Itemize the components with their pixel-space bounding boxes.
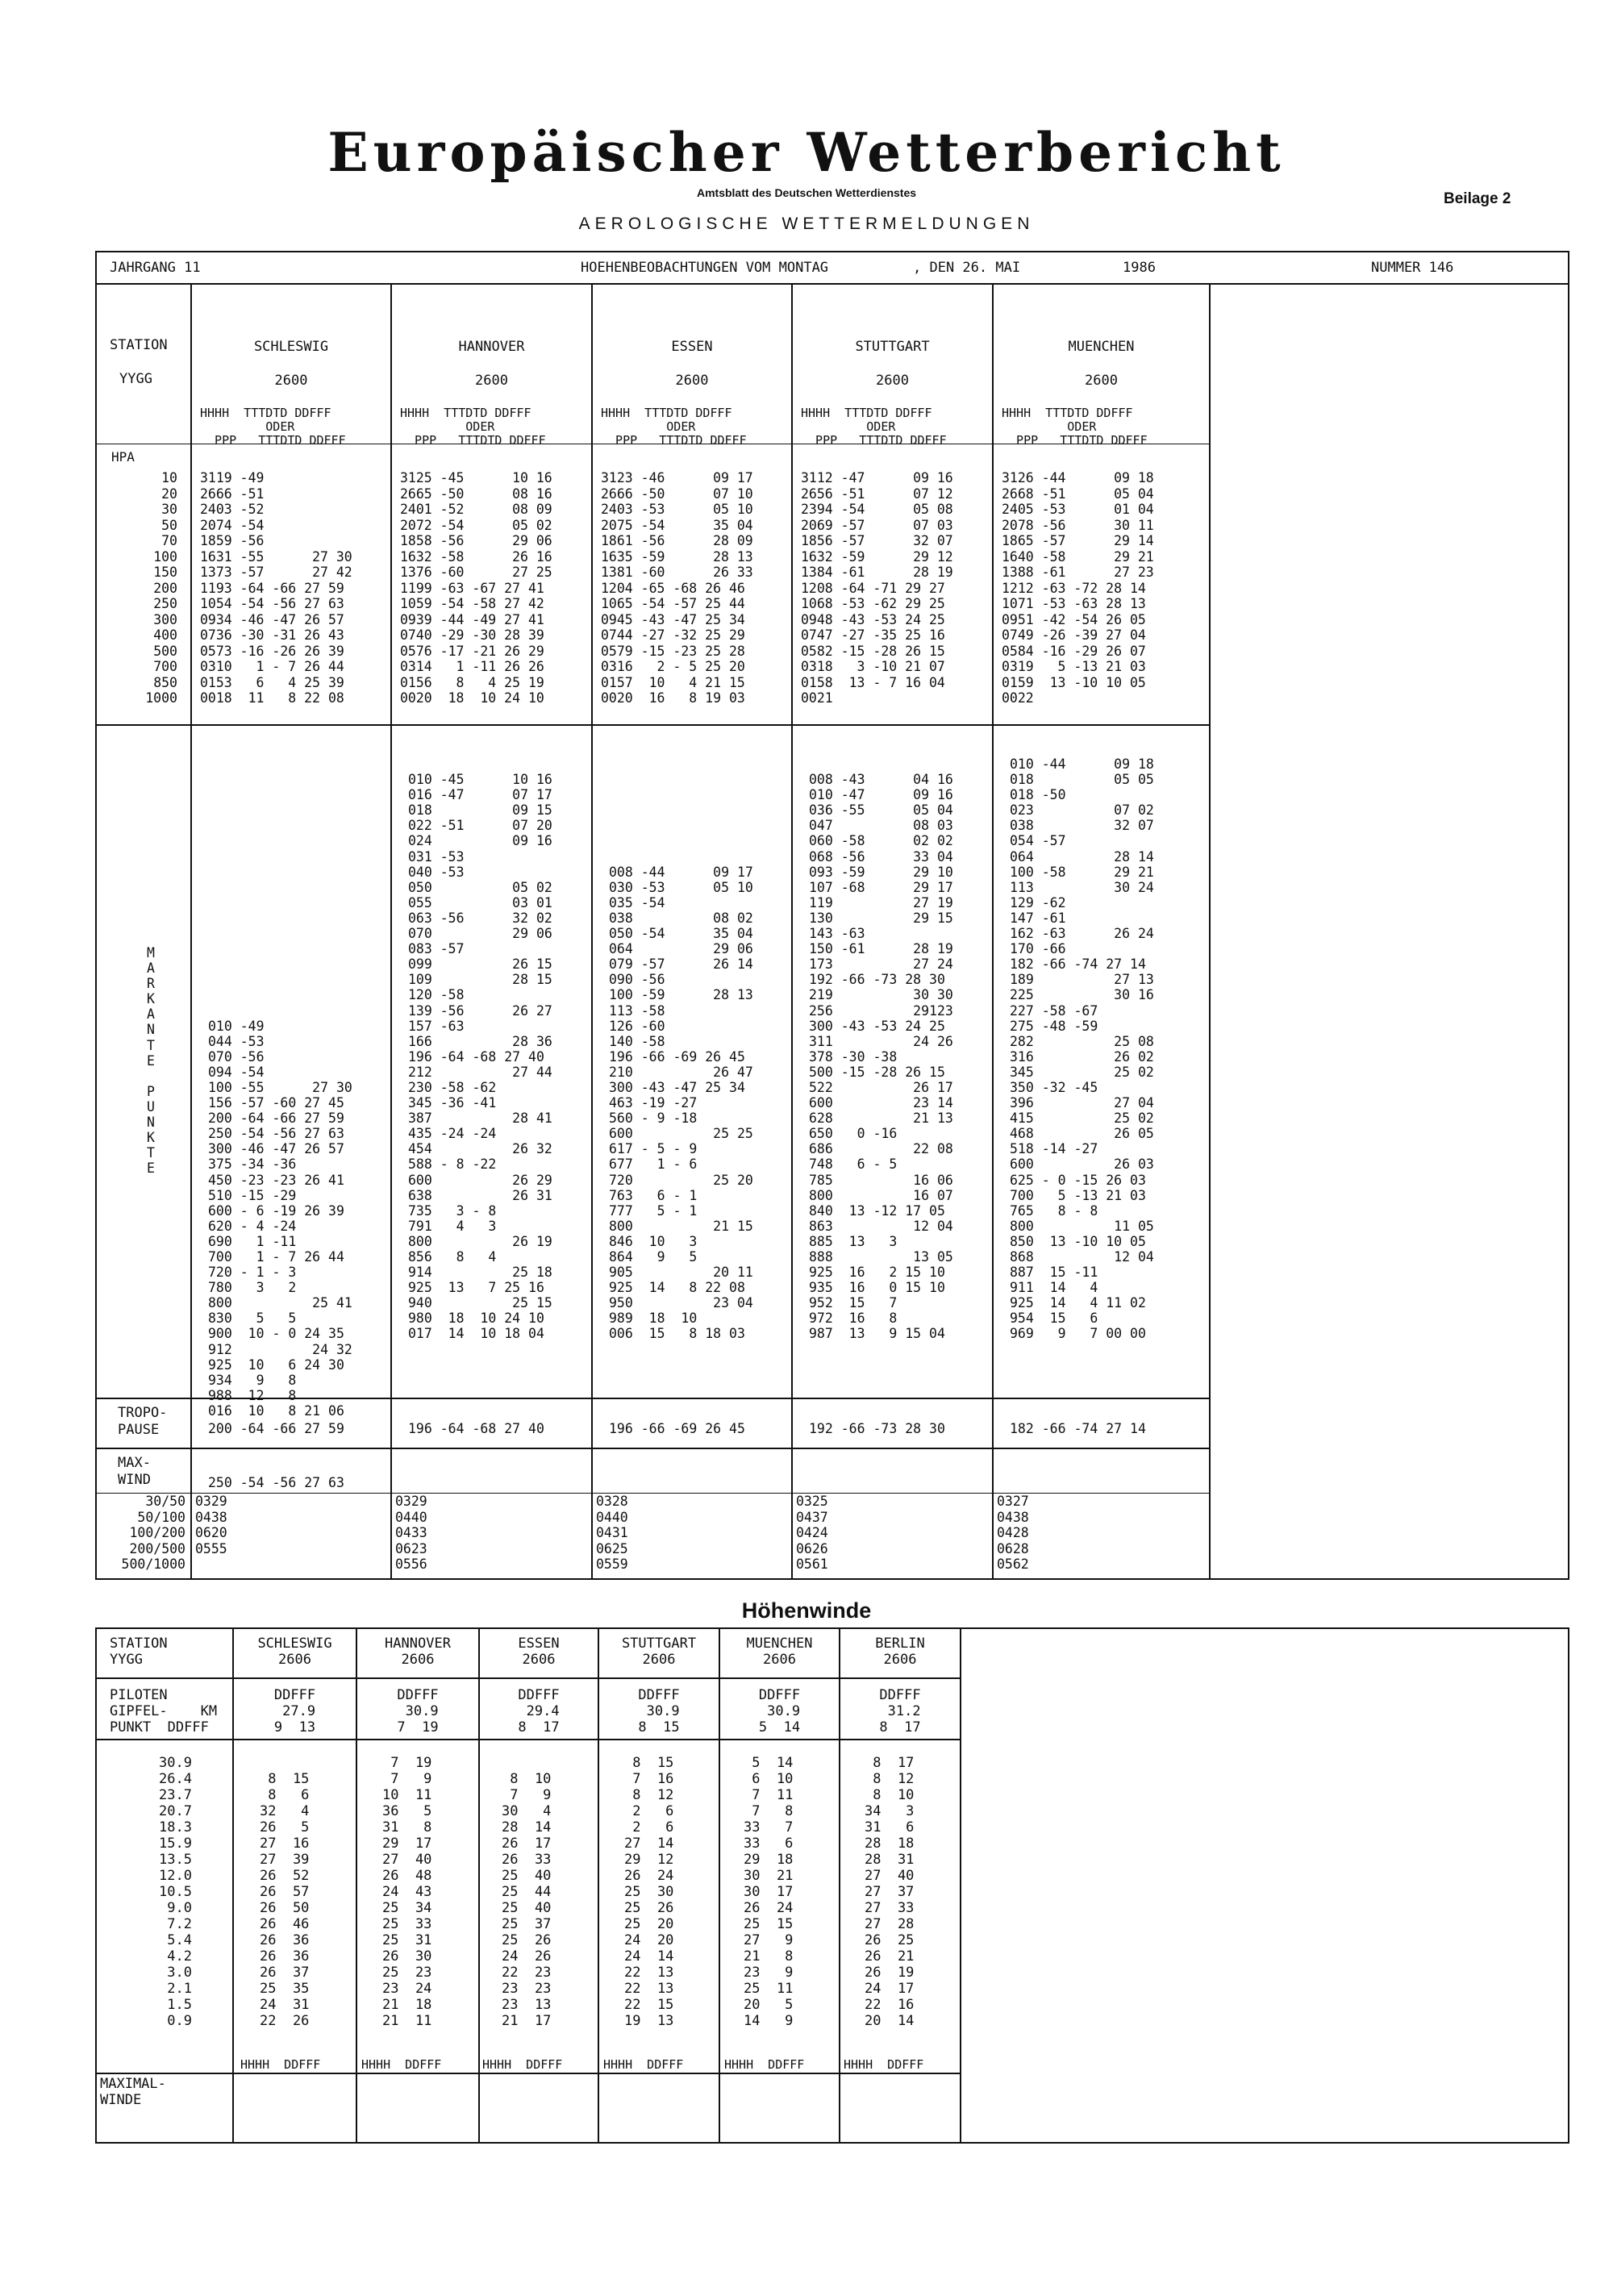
tropopause-data: 182 -66 -74 27 14 bbox=[1010, 1421, 1146, 1436]
maxwind-code-header: HHHH DDFFF bbox=[482, 2057, 563, 2072]
standard-level-data: 3126 -44 09 18 2668 -51 05 04 2405 -53 01 04 2078 -56 30 11 1865 -57 29 14 1640 -58 29 21 1388 -61 27 23 1212 -63 -72 28 14 1071 -53 -63 28 13 0951 -42 -54 26 05 0749 -26 -39 27 04 0584 -16 -29 26 07 0319 5 -13 21 03 0159 13 -10 10 05 0022 bbox=[1002, 470, 1154, 706]
station-name: ESSEN bbox=[671, 339, 713, 355]
pilot-summit-data: DDFFF 30.9 7 19 bbox=[397, 1687, 439, 1736]
pilot-summit-data: DDFFF 27.9 9 13 bbox=[273, 1687, 316, 1736]
standard-level-data: 3119 -49 2666 -51 2403 -52 2074 -54 1859 -56 1631 -55 27 30 1373 -57 27 42 1193 -64 -66 27 59 1054 -54 -56 27 63 0934 -46 -47 26 57 0736 -30 -31 26 43 0573 -16 -26 26 39 0310 1 - 7 26 44 0153 6 4 25 39 0018 11 8 22 08 bbox=[200, 470, 352, 706]
station-yygg: 2600 bbox=[475, 373, 508, 389]
maximal-winds-label: MAXIMAL- WINDE bbox=[100, 2076, 166, 2108]
hw-station: SCHLESWIG 2606 bbox=[257, 1636, 332, 1668]
pilot-summit-data: DDFFF 31.2 8 17 bbox=[879, 1687, 921, 1736]
significant-points-label: M A R K A N T E P U N K T E bbox=[147, 945, 155, 1177]
issue-number: NUMMER 146 bbox=[1371, 260, 1454, 276]
wind-data: 7 19 7 9 10 11 36 5 31 8 29 17 27 40 26 48 24 43 25 34 25 33 25 31 26 30 25 23 23 24 21 18 21 11 bbox=[382, 1755, 432, 2029]
maxwind-code-header: HHHH DDFFF bbox=[844, 2057, 924, 2072]
hw-station-label: STATION YYGG bbox=[110, 1636, 168, 1668]
significant-level-data: 008 -44 09 17 030 -53 05 10 035 -54 038 08 02 050 -54 35 04 064 29 06 079 -57 26 14 090 -56 100 -59 28 13 113 -58 126 -60 140 -58 196 -66 -69 26 45 210 26 47 300 -43 -47 25 34 463 -19 -27 560 - 9 -18 600 25 25 617 - 5 - 9 677 1 - 6 720 25 20 763 6 - 1 777 5 - 1 800 21 15 846 10 3 864 9 5 905 20 11 925 14 8 22 08 950 23 04 989 18 10 006 15 8 18 03 bbox=[609, 864, 753, 1342]
hw-station: ESSEN 2606 bbox=[518, 1636, 560, 1668]
station-yygg: 2600 bbox=[1085, 373, 1118, 389]
supplement-label: Beilage 2 bbox=[1444, 190, 1511, 207]
layer-data: 0327 0438 0428 0628 0562 bbox=[997, 1494, 1029, 1572]
section-title: AEROLOGISCHE WETTERMELDUNGEN bbox=[578, 215, 1035, 233]
column-code-header: HHHH TTTDTD DDFFF ODER PPP TTTDTD DDFFF bbox=[200, 406, 346, 448]
significant-level-data: 010 -44 09 18 018 05 05 018 -50 023 07 02 038 32 07 054 -57 064 28 14 100 -58 29 21 113 30 24 129 -62 147 -61 162 -63 26 24 170 -66 182 -66 -74 27 14 189 27 13 225 30 16 227 -58 -67 275 -48 -59 282 25 08 316 26 02 345 25 02 350 -32 -45 396 27 04 415 25 02 468 26 05 518 -14 -27 600 26 03 625 - 0 -15 26 03 700 5 -13 21 03 765 8 - 8 800 11 05 850 13 -10 10 05 868 12 04 887 15 -11 911 14 4 925 14 4 11 02 954 15 6 969 9 7 00 00 bbox=[1010, 756, 1154, 1342]
significant-level-data: 010 -45 10 16 016 -47 07 17 018 09 15 022 -51 07 20 024 09 16 031 -53 040 -53 050 05 02 055 03 01 063 -56 32 02 070 29 06 083 -57 099 26 15 109 28 15 120 -58 139 -56 26 27 157 -63 166 28 36 196 -64 -68 27 40 212 27 44 230 -58 -62 345 -36 -41 387 28 41 435 -24 -24 454 26 32 588 - 8 -22 600 26 29 638 26 31 735 3 - 8 791 4 3 800 26 19 856 8 4 914 25 18 925 13 7 25 16 940 25 15 980 18 10 24 10 017 14 10 18 04 bbox=[408, 772, 552, 1342]
yygg-label: YYGG bbox=[119, 371, 152, 387]
column-code-header: HHHH TTTDTD DDFFF ODER PPP TTTDTD DDFFF bbox=[801, 406, 947, 448]
tropopause-label: TROPO- PAUSE bbox=[118, 1405, 168, 1438]
maxwind-code-header: HHHH DDFFF bbox=[240, 2057, 321, 2072]
volume-label: JAHRGANG 11 bbox=[110, 260, 201, 276]
wind-data: 8 15 8 6 32 4 26 5 27 16 27 39 26 52 26 57 26 50 26 46 26 36 26 36 26 37 25 35 24 31 22 26 bbox=[260, 1771, 310, 2029]
significant-level-data: 010 -49 044 -53 070 -56 094 -54 100 -55 27 30 156 -57 -60 27 45 200 -64 -66 27 59 250 -54 -56 27 63 300 -46 -47 26 57 375 -34 -36 450 -23 -23 26 41 510 -15 -29 600 - 6 -19 26 39 620 - 4 -24 690 1 -11 700 1 - 7 26 44 720 - 1 - 3 780 3 2 800 25 41 830 5 5 900 10 - 0 24 35 912 24 32 925 10 6 24 30 934 9 8 988 12 8 016 10 8 21 06 bbox=[208, 1018, 352, 1419]
date-label: , DEN 26. MAI bbox=[913, 260, 1021, 276]
maxwind-data: 250 -54 -56 27 63 bbox=[208, 1475, 344, 1490]
hw-station: BERLIN 2606 bbox=[875, 1636, 925, 1668]
hw-station: HANNOVER 2606 bbox=[385, 1636, 451, 1668]
maxwind-code-header: HHHH DDFFF bbox=[361, 2057, 442, 2072]
wind-data: 8 17 8 12 8 10 34 3 31 6 28 18 28 31 27 40 27 37 27 33 27 28 26 25 26 21 26 19 24 17 22 16 20 14 bbox=[865, 1755, 915, 2029]
year-label: 1986 bbox=[1123, 260, 1156, 276]
layer-labels: 30/50 50/100 100/200 200/500 500/1000 bbox=[121, 1494, 185, 1572]
station-yygg: 2600 bbox=[876, 373, 909, 389]
station-name: MUENCHEN bbox=[1068, 339, 1135, 355]
layer-data: 0329 0440 0433 0623 0556 bbox=[395, 1494, 427, 1572]
layer-data: 0325 0437 0424 0626 0561 bbox=[796, 1494, 828, 1572]
column-code-header: HHHH TTTDTD DDFFF ODER PPP TTTDTD DDFFF bbox=[601, 406, 747, 448]
station-yygg: 2600 bbox=[274, 373, 308, 389]
wind-data: 5 14 6 10 7 11 7 8 33 7 33 6 29 18 30 21 30 17 26 24 25 15 27 9 21 8 23 9 25 11 20 5 14 9 bbox=[744, 1755, 794, 2029]
hw-station: MUENCHEN 2606 bbox=[746, 1636, 813, 1668]
pilot-summit-data: DDFFF 30.9 5 14 bbox=[758, 1687, 801, 1736]
page-title: Europäischer Wetterbericht bbox=[327, 121, 1286, 184]
publisher-line: Amtsblatt des Deutschen Wetterdienstes bbox=[696, 186, 917, 199]
hpa-label: HPA bbox=[111, 449, 135, 465]
station-yygg: 2600 bbox=[675, 373, 709, 389]
maxwind-label: MAX- WIND bbox=[118, 1455, 151, 1488]
pilot-summit-data: DDFFF 30.9 8 15 bbox=[638, 1687, 680, 1736]
wind-data: 8 15 7 16 8 12 2 6 2 6 27 14 29 12 26 24 25 30 25 26 25 20 24 20 24 14 22 13 22 13 22 15 19 13 bbox=[624, 1755, 674, 2029]
station-name: STUTTGART bbox=[855, 339, 930, 355]
column-code-header: HHHH TTTDTD DDFFF ODER PPP TTTDTD DDFFF bbox=[1002, 406, 1148, 448]
tropopause-data: 200 -64 -66 27 59 bbox=[208, 1421, 344, 1436]
height-levels: 30.9 26.4 23.7 20.7 18.3 15.9 13.5 12.0 10.5 9.0 7.2 5.4 4.2 3.0 2.1 1.5 0.9 bbox=[159, 1755, 192, 2029]
upper-winds-title: Höhenwinde bbox=[741, 1598, 872, 1623]
hw-station: STUTTGART 2606 bbox=[621, 1636, 697, 1668]
station-label: STATION bbox=[110, 337, 168, 353]
tropopause-data: 192 -66 -73 28 30 bbox=[809, 1421, 945, 1436]
station-name: SCHLESWIG bbox=[253, 339, 329, 355]
pilot-summit-label: PILOTEN GIPFEL- KM PUNKT DDFFF bbox=[110, 1687, 218, 1736]
maxwind-code-header: HHHH DDFFF bbox=[603, 2057, 684, 2072]
observation-label: HOEHENBEOBACHTUNGEN VOM MONTAG bbox=[581, 260, 829, 276]
layer-data: 0328 0440 0431 0625 0559 bbox=[596, 1494, 628, 1572]
column-code-header: HHHH TTTDTD DDFFF ODER PPP TTTDTD DDFFF bbox=[400, 406, 546, 448]
wind-data: 8 10 7 9 30 4 28 14 26 17 26 33 25 40 25 44 25 40 25 37 25 26 24 26 22 23 23 23 23 13 21 17 bbox=[502, 1771, 552, 2029]
maxwind-code-header: HHHH DDFFF bbox=[724, 2057, 805, 2072]
issue-info-bar bbox=[95, 251, 1569, 285]
tropopause-data: 196 -64 -68 27 40 bbox=[408, 1421, 544, 1436]
station-name: HANNOVER bbox=[458, 339, 525, 355]
standard-level-data: 3123 -46 09 17 2666 -50 07 10 2403 -53 05 10 2075 -54 35 04 1861 -56 28 09 1635 -59 28 13 1381 -60 26 33 1204 -65 -68 26 46 1065 -54 -57 25 44 0945 -43 -47 25 34 0744 -27 -32 25 29 0579 -15 -23 25 28 0316 2 - 5 25 20 0157 10 4 21 15 0020 16 8 19 03 bbox=[601, 470, 753, 706]
significant-level-data: 008 -43 04 16 010 -47 09 16 036 -55 05 04 047 08 03 060 -58 02 02 068 -56 33 04 093 -59 29 10 107 -68 29 17 119 27 19 130 29 15 143 -63 150 -61 28 19 173 27 24 192 -66 -73 28 30 219 30 30 256 29123 300 -43 -53 24 25 311 24 26 378 -30 -38 500 -15 -28 26 15 522 26 17 600 23 14 628 21 13 650 0 -16 686 22 08 748 6 - 5 785 16 06 800 16 07 840 13 -12 17 05 863 12 04 885 13 3 888 13 05 925 16 2 15 10 935 16 0 15 10 952 15 7 972 16 8 987 13 9 15 04 bbox=[809, 772, 953, 1342]
layer-data: 0329 0438 0620 0555 bbox=[195, 1494, 227, 1556]
standard-level-data: 3125 -45 10 16 2665 -50 08 16 2401 -52 08 09 2072 -54 05 02 1858 -56 29 06 1632 -58 26 16 1376 -60 27 25 1199 -63 -67 27 41 1059 -54 -58 27 42 0939 -44 -49 27 41 0740 -29 -30 28 39 0576 -17 -21 26 29 0314 1 -11 26 26 0156 8 4 25 19 0020 18 10 24 10 bbox=[400, 470, 552, 706]
tropopause-data: 196 -66 -69 26 45 bbox=[609, 1421, 745, 1436]
pressure-levels: 10 20 30 50 70 100 150 200 250 300 400 500 700 850 1000 bbox=[145, 470, 177, 706]
pilot-summit-data: DDFFF 29.4 8 17 bbox=[518, 1687, 560, 1736]
standard-level-data: 3112 -47 09 16 2656 -51 07 12 2394 -54 05 08 2069 -57 07 03 1856 -57 32 07 1632 -59 29 12 1384 -61 28 19 1208 -64 -71 29 27 1068 -53 -62 29 25 0948 -43 -53 24 25 0747 -27 -35 25 16 0582 -15 -28 26 15 0318 3 -10 21 07 0158 13 - 7 16 04 0021 bbox=[801, 470, 953, 706]
